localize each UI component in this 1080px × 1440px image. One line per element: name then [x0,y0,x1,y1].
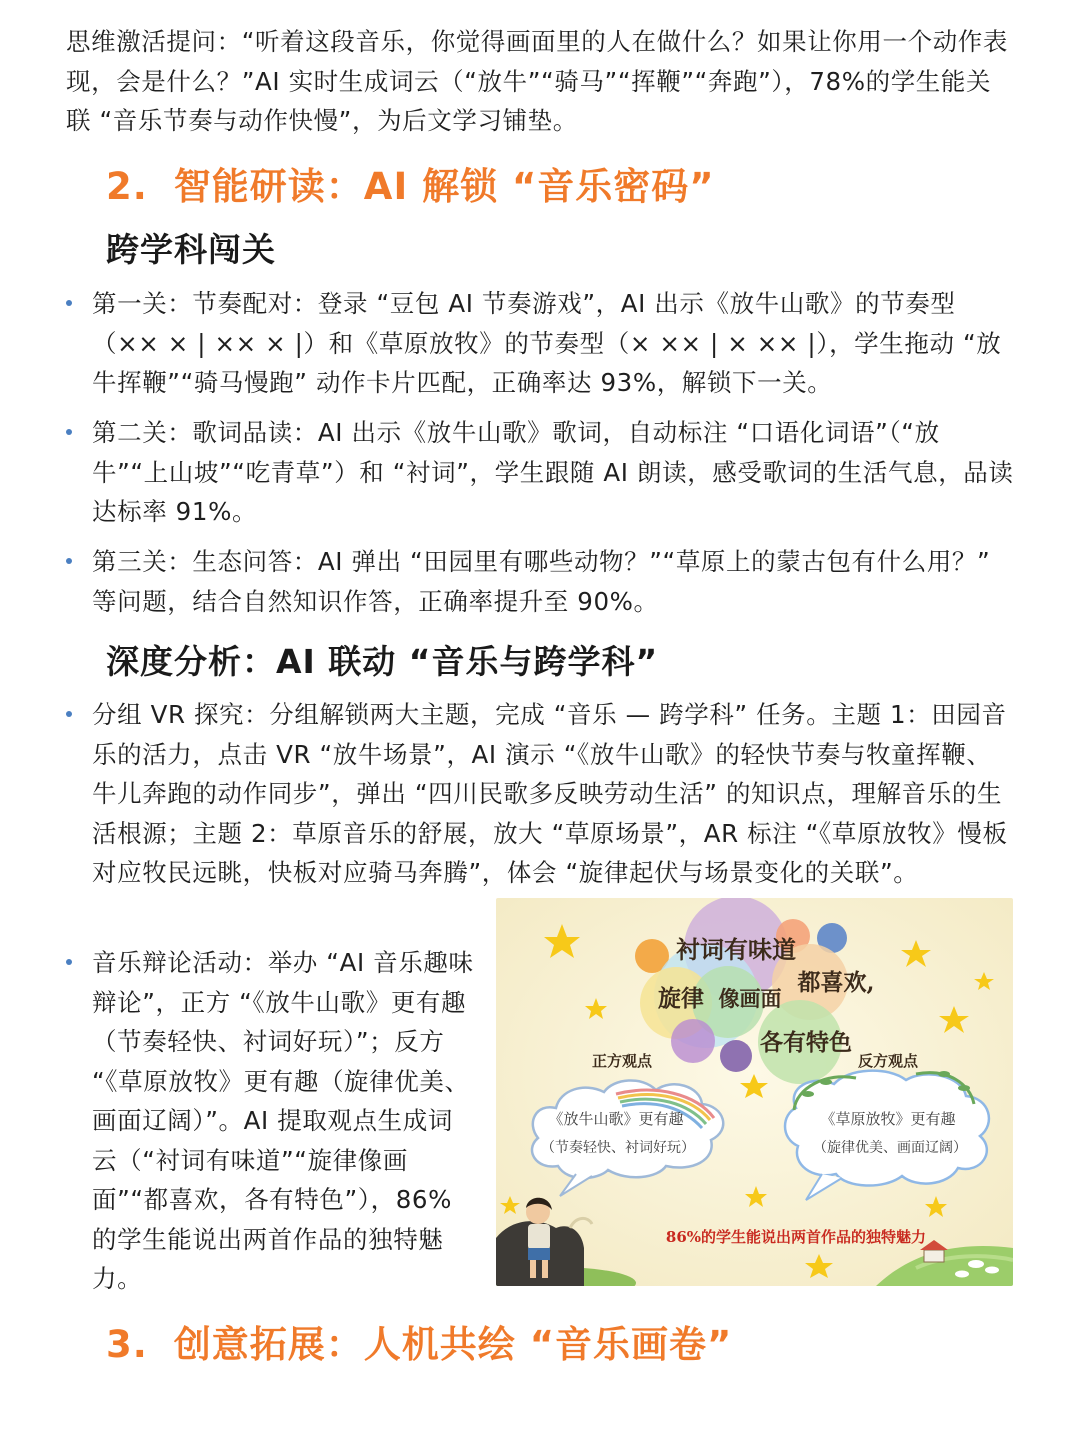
list-item-level-3: 第三关：生态问答：AI 弹出 “田园里有哪些动物？”“草原上的蒙古包有什么用？” 等问题，结合自然知识作答，正确率提升至 90%。 [92,542,1014,621]
cloud-word-4: 都喜欢, [797,969,875,996]
list-item-music-debate: 音乐辩论活动：举办 “AI 音乐趣味辩论”，正方 “《放牛山歌》更有趣（节奏轻快、衬词好玩）”；反方 “《草原放牧》更有趣（旋律优美、画面辽阔）”。AI 提取观点生成词云（“衬词有味道”“旋律像画面”“都喜欢，各有特色”），86% 的学生能说出两首作品的独特魅力。 [92,943,474,1299]
word-bubble [671,1019,715,1063]
subheading-cross-subject: 跨学科闯关 [106,230,276,269]
section-2-title: 智能研读：AI 解锁 “音乐密码” [173,165,715,208]
cloud-word-2: 旋律 [658,985,704,1012]
con-view-reason: （旋律优美、画面辽阔） [813,1140,967,1156]
cloud-word-5: 各有特色 [760,1029,852,1056]
pro-side-label: 正方观点 [591,1052,653,1070]
intro-paragraph: 思维激活提问：“听着这段音乐，你觉得画面里的人在做什么？如果让你用一个动作表现，会是什么？”AI 实时生成词云（“放牛”“骑马”“挥鞭”“奔跑”），78%的学生能关联 “音乐节奏与动作快慢”，为后文学习铺垫。 [66,27,1008,135]
cloud-word-1: 衬词有味道 [676,935,796,964]
illustration-footer-text: 86%的学生能说出两首作品的独特魅力 [665,1228,927,1246]
section-3-title: 创意拓展：人机共绘 “音乐画卷” [173,1323,733,1366]
section-2-heading [106,156,715,210]
con-side-label: 反方观点 [857,1052,919,1070]
con-view-title: 《草原放牧》更有趣 [820,1110,956,1128]
section-3-heading [106,1314,732,1368]
section-2-number: 2. [106,165,148,208]
list-item-vr-exploration: 分组 VR 探究：分组解锁两大主题，完成 “音乐 — 跨学科” 任务。主题 1：田园音乐的活力，点击 VR “放牛场景”，AI 演示 “《放牛山歌》的轻快节奏与牧童挥鞭、牛儿奔跑的动作同步”，弹出 “四川民歌多反映劳动生活” 的知识点，理解音乐的生活根源；主题 2：草原音乐的舒展，放大 “草原场景”，AR 标注 “《草原放牧》慢板对应牧民远眺，快板对应骑马奔腾”，体会 “旋律起伏与场景变化的关联”。 [92,695,1014,893]
section-3-number: 3. [106,1323,148,1366]
list-item-level-1: 第一关：节奏配对：登录 “豆包 AI 节奏游戏”，AI 出示《放牛山歌》的节奏型（×× × | ×× × |）和《草原放牧》的节奏型（× ×× | × ×× |），学生拖动 “放牛挥鞭”“骑马慢跑” 动作卡片匹配，正确率达 93%，解锁下一关。 [92,284,1014,403]
word-bubble [720,1040,752,1072]
pro-view-reason: （节奏轻快、衬词好玩） [541,1140,695,1156]
cloud-word-3: 像画面 [718,986,782,1011]
debate-word-cloud-illustration [496,898,1013,1286]
list-item-level-2: 第二关：歌词品读：AI 出示《放牛山歌》歌词，自动标注 “口语化词语”（“放牛”“上山坡”“吃青草”）和 “衬词”，学生跟随 AI 朗读，感受歌词的生活气息，品读达标率 91%。 [92,413,1014,532]
subheading-deep-analysis: 深度分析：AI 联动 “音乐与跨学科” [106,642,659,681]
pro-view-title: 《放牛山歌》更有趣 [548,1110,684,1128]
